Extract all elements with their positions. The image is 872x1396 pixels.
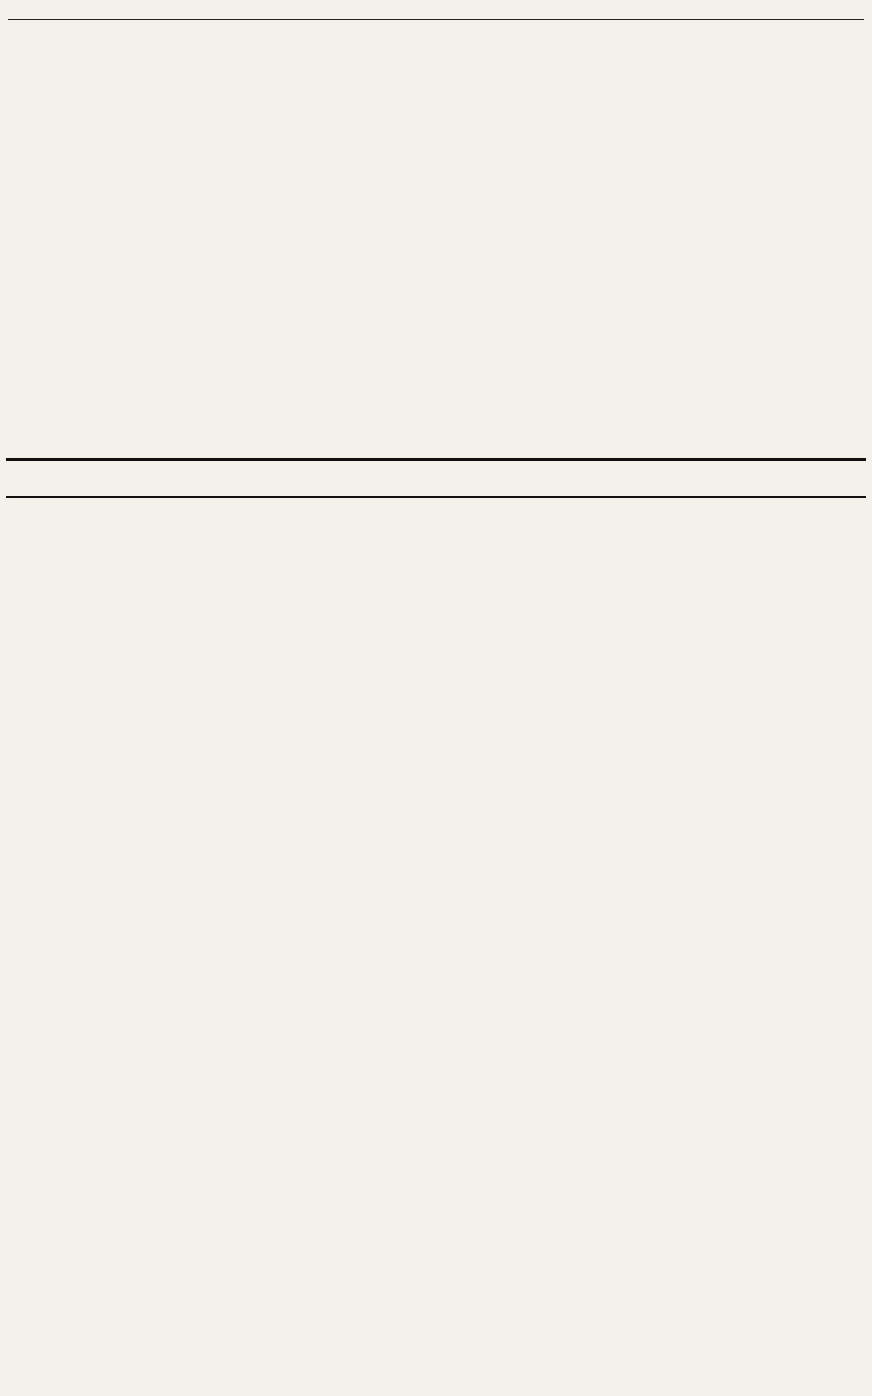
service-guide-section [6, 502, 866, 1390]
help-wanted-section [6, 24, 866, 454]
home-service-guide-banner [6, 458, 866, 498]
masthead [8, 6, 864, 20]
